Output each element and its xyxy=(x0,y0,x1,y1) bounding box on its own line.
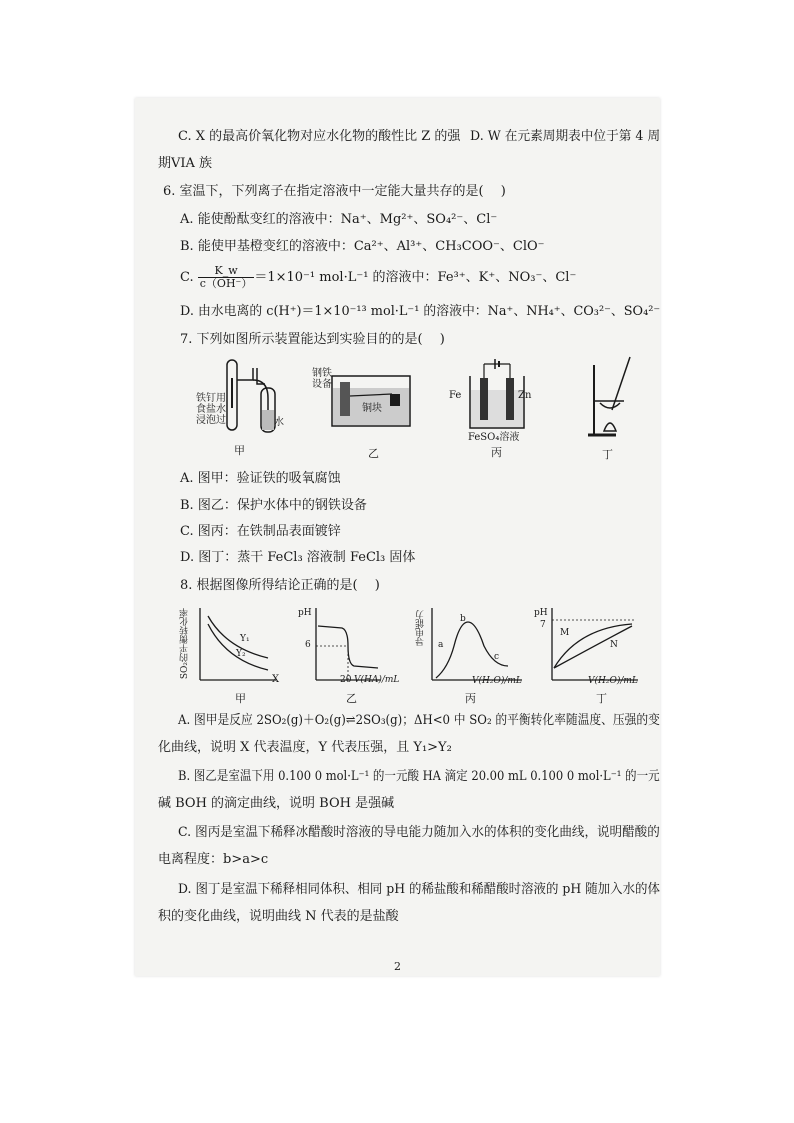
q8-option-c-line2: 电离程度：b>a>c xyxy=(158,852,269,867)
g1-y2-label: Y₂ xyxy=(236,649,246,659)
q6-a-text: A. 能使酚酞变红的溶液中： xyxy=(180,212,341,227)
q7-figure-ding xyxy=(586,355,634,439)
g1-ylabel: SO₂的平衡转化率 xyxy=(180,608,190,680)
q6-b-ion-2: Al³⁺ xyxy=(396,239,423,254)
fig-jia-label-3: 浸泡过 xyxy=(196,415,226,426)
q7-caption-ding: 丁 xyxy=(602,448,613,461)
alcohol-lamp xyxy=(604,423,616,431)
g3-ylabel: 导电能力 xyxy=(416,610,426,646)
q6-d-ion-2: NH₄⁺ xyxy=(526,304,561,319)
q6-a-ion-3: SO₄²⁻ xyxy=(426,212,464,227)
q6-stem: 6. 室温下，下列离子在指定溶液中一定能大量共存的是( ) xyxy=(163,184,506,199)
fig-jia-water: 水 xyxy=(274,417,284,428)
q8-option-a-line1[interactable]: A. 图甲是反应 2SO₂(g)＋O₂(g)⇌2SO₃(g)；ΔH<0 中 SO₂ 的平衡转化率随温度、压强的变 xyxy=(178,713,660,728)
glass-rod xyxy=(612,357,630,410)
page-number: 2 xyxy=(394,960,401,973)
q7-stem: 7. 下列如图所示装置能达到实验目的的是( ) xyxy=(180,332,445,347)
q6-a-ion-2: Mg²⁺ xyxy=(379,212,414,227)
evaporating-dish xyxy=(600,403,620,408)
fig-bing-zn: Zn xyxy=(518,390,532,401)
q6-b-ion-4: ClO⁻ xyxy=(512,239,545,254)
q8-caption-jia: 甲 xyxy=(235,692,246,705)
q8-option-d-line1[interactable]: D. 图丁是室温下稀释相同体积、相同 pH 的稀盐酸和稀醋酸时溶液的 pH 随加入水的体 xyxy=(178,882,660,897)
q6-c-label: C. xyxy=(180,270,194,285)
solution xyxy=(471,390,523,427)
q6-c-ion-3: NO₃⁻ xyxy=(508,270,543,285)
g1-y1-label: Y₁ xyxy=(240,634,250,644)
q8-graph-jia xyxy=(196,608,280,688)
q5-option-c[interactable]: C. X 的最高价氧化物对应水化物的酸性比 Z 的强 xyxy=(178,129,461,144)
g2-tick-x: 20 xyxy=(340,675,352,685)
q6-d-ion-4: SO₄²⁻ xyxy=(623,304,661,319)
q6-d-text: D. 由水电离的 c(H⁺)＝1×10⁻¹³ mol·L⁻¹ 的溶液中： xyxy=(180,304,488,319)
q6-c-ion-1: Fe³⁺ xyxy=(437,270,466,285)
q8-caption-bing: 丙 xyxy=(465,692,476,705)
g4-curve-n-label: N xyxy=(610,640,618,650)
conductivity-curve xyxy=(436,622,508,678)
q6-a-ion-1: Na⁺ xyxy=(340,212,367,227)
q8-option-a-line2: 化曲线，说明 X 代表温度，Y 代表压强，且 Y₁>Y₂ xyxy=(158,740,452,755)
fig-yi-block-label: 铜块 xyxy=(362,403,382,414)
fig-bing-fe: Fe xyxy=(449,390,462,401)
g1-xlabel: X xyxy=(272,674,280,685)
q8-caption-yi: 乙 xyxy=(346,692,357,705)
q6-b-text: B. 能使甲基橙变红的溶液中： xyxy=(180,239,354,254)
g3-point-b: b xyxy=(460,614,466,624)
q7-caption-jia: 甲 xyxy=(234,444,245,457)
q7-caption-bing: 丙 xyxy=(491,446,502,459)
q6-c-numerator: K_w xyxy=(198,265,255,278)
g2-tick-y: 6 xyxy=(305,640,311,650)
q7-option-b[interactable]: B. 图乙：保护水体中的钢铁设备 xyxy=(180,498,367,513)
q8-option-b-line2: 碱 BOH 的滴定曲线，说明 BOH 是强碱 xyxy=(158,796,395,811)
q7-option-d[interactable]: D. 图丁：蒸干 FeCl₃ 溶液制 FeCl₃ 固体 xyxy=(180,550,416,565)
q6-c-text: ＝1×10⁻¹ mol·L⁻¹ 的溶液中： xyxy=(254,270,438,285)
q8-option-b-line1[interactable]: B. 图乙是室温下用 0.100 0 mol·L⁻¹ 的一元酸 HA 滴定 20.00 mL 0.100 0 mol·L⁻¹ 的一元 xyxy=(178,769,660,784)
fig-yi-label-1: 钢铁 xyxy=(312,368,332,379)
fig-yi-label-2: 设备 xyxy=(312,379,332,390)
q6-b-ion-1: Ca²⁺ xyxy=(353,239,384,254)
q6-a-ion-4: Cl⁻ xyxy=(476,212,498,227)
fig-jia-label-1: 铁钉用 xyxy=(196,393,226,404)
fig-jia-label-2: 食盐水 xyxy=(196,404,226,415)
g4-ylabel: pH xyxy=(534,608,548,618)
zn-electrode xyxy=(506,378,514,420)
q7-caption-yi: 乙 xyxy=(368,447,379,460)
g3-xlabel: V(H₂O)/mL xyxy=(472,676,522,686)
q8-caption-ding: 丁 xyxy=(596,692,607,705)
q6-option-c[interactable]: C. $\frac{K\_w}{c(OH^-)}$ ＝1×10⁻¹ mol·L⁻¹ 的溶液中：Fe³⁺、K⁺、NO₃⁻、Cl⁻ xyxy=(180,264,577,290)
q5-option-d-line2: 期VIA 族 xyxy=(158,156,213,171)
q6-option-a[interactable]: A. 能使酚酞变红的溶液中：Na⁺、Mg²⁺、SO₄²⁻、Cl⁻ xyxy=(180,212,498,227)
q6-option-d[interactable]: D. 由水电离的 c(H⁺)＝1×10⁻¹³ mol·L⁻¹ 的溶液中：Na⁺、NH₄⁺、CO₃²⁻、SO₄²⁻ xyxy=(180,304,661,319)
q8-option-d-line2: 积的变化曲线，说明曲线 N 代表的是盐酸 xyxy=(158,909,399,924)
g2-ylabel: pH xyxy=(298,608,312,618)
q8-option-c-line1[interactable]: C. 图丙是室温下稀释冰醋酸时溶液的导电能力随加入水的体积的变化曲线，说明醋酸的 xyxy=(178,825,660,840)
fig-bing-solution: FeSO₄溶液 xyxy=(468,432,520,443)
steel-equipment xyxy=(340,382,350,416)
q6-d-ion-1: Na⁺ xyxy=(487,304,514,319)
q6-c-ion-4: Cl⁻ xyxy=(555,270,577,285)
copper-block xyxy=(390,394,400,406)
q6-b-ion-3: CH₃COO⁻ xyxy=(435,239,500,254)
q7-option-c[interactable]: C. 图丙：在铁制品表面镀锌 xyxy=(180,524,341,539)
g4-xlabel: V(H₂O)/mL xyxy=(588,676,638,686)
q7-option-a[interactable]: A. 图甲：验证铁的吸氧腐蚀 xyxy=(180,471,341,486)
q6-c-fraction xyxy=(198,265,255,290)
water-fill xyxy=(262,410,274,430)
g3-point-c: c xyxy=(494,652,500,662)
g4-curve-m-label: M xyxy=(560,628,570,638)
q6-option-b[interactable]: B. 能使甲基橙变红的溶液中：Ca²⁺、Al³⁺、CH₃COO⁻、ClO⁻ xyxy=(180,239,545,254)
q5-option-d-line1[interactable]: D. W 在元素周期表中位于第 4 周 xyxy=(470,129,661,144)
g3-point-a: a xyxy=(438,640,444,650)
q8-stem: 8. 根据图像所得结论正确的是( ) xyxy=(180,578,380,593)
fe-electrode xyxy=(480,378,488,420)
g4-tick-y: 7 xyxy=(540,620,546,630)
g2-xlabel: V(HA)/mL xyxy=(354,675,400,685)
q6-c-ion-2: K⁺ xyxy=(478,270,496,285)
q6-d-ion-3: CO₃²⁻ xyxy=(573,304,611,319)
q6-c-denominator: c（OH⁻） xyxy=(199,277,253,290)
